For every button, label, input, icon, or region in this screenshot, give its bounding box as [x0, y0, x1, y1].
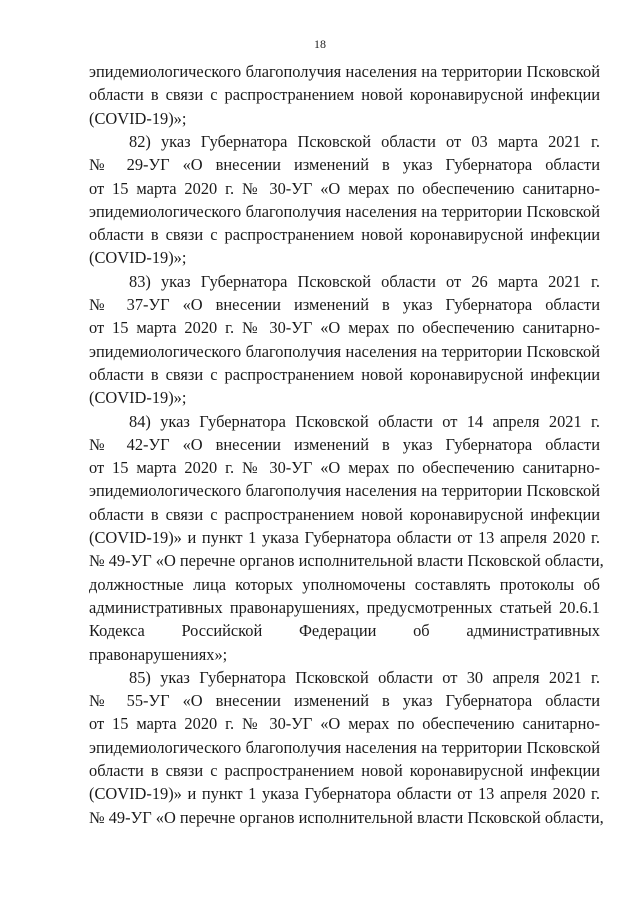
- text-line: административных правонарушениях, предусмотренных статьей 20.6.1: [89, 597, 600, 617]
- list-item-start-line: 84) указ Губернатора Псковской области от 14 апреля 2021 г.: [129, 411, 600, 431]
- text-line: эпидемиологического благополучия населения на территории Псковской: [89, 481, 600, 501]
- list-item-start-line: 85) указ Губернатора Псковской области от 30 апреля 2021 г.: [129, 667, 600, 687]
- text-line: эпидемиологического благополучия населения на территории Псковской: [89, 341, 600, 361]
- text-line: (COVID-19)»;: [89, 248, 187, 268]
- text-line: области в связи с распространением новой коронавирусной инфекции: [89, 504, 600, 524]
- text-line: № 37-УГ «О внесении изменений в указ Губернатора области: [89, 295, 600, 314]
- text-line: должностные лица которых уполномочены составлять протоколы об: [89, 574, 600, 594]
- text-line: (COVID-19)»;: [89, 108, 187, 128]
- text-line: № 42-УГ «О внесении изменений в указ Губернатора области: [89, 434, 600, 454]
- text-line: области в связи с распространением новой коронавирусной инфекции: [89, 761, 600, 780]
- text-line: № 29-УГ «О внесении изменений в указ Губернатора области: [89, 155, 600, 175]
- text-line: № 49-УГ «О перечне органов исполнительной власти Псковской области,: [89, 551, 604, 571]
- text-line: от 15 марта 2020 г. № 30-УГ «О мерах по обеспечению санитарно-: [89, 318, 600, 338]
- text-line: № 55-УГ «О внесении изменений в указ Губернатора области: [89, 691, 600, 711]
- list-item-start-line: 82) указ Губернатора Псковской области от 03 марта 2021 г.: [129, 131, 600, 151]
- page-number: 18: [314, 37, 326, 51]
- text-line: эпидемиологического благополучия населения на территории Псковской: [89, 201, 600, 221]
- text-line: (COVID-19)»;: [89, 388, 187, 408]
- list-item-start-line: 83) указ Губернатора Псковской области от 26 марта 2021 г.: [129, 271, 600, 291]
- text-line: эпидемиологического благополучия населения на территории Псковской: [89, 737, 600, 757]
- text-line: правонарушениях»;: [89, 644, 228, 664]
- text-line: от 15 марта 2020 г. № 30-УГ «О мерах по обеспечению санитарно-: [89, 458, 600, 478]
- text-line: области в связи с распространением новой коронавирусной инфекции: [89, 364, 600, 384]
- text-line: эпидемиологического благополучия населения на территории Псковской: [89, 62, 600, 81]
- text-line: области в связи с распространением новой коронавирусной инфекции: [89, 225, 600, 245]
- text-line: области в связи с распространением новой коронавирусной инфекции: [89, 85, 600, 105]
- text-line: № 49-УГ «О перечне органов исполнительной власти Псковской области,: [89, 807, 604, 827]
- text-line: от 15 марта 2020 г. № 30-УГ «О мерах по обеспечению санитарно-: [89, 714, 600, 734]
- text-line: (COVID-19)» и пункт 1 указа Губернатора области от 13 апреля 2020 г.: [89, 528, 600, 547]
- text-line: от 15 марта 2020 г. № 30-УГ «О мерах по обеспечению санитарно-: [89, 178, 600, 198]
- text-line: Кодекса Российской Федерации об административных: [89, 621, 600, 641]
- text-line: (COVID-19)» и пункт 1 указа Губернатора области от 13 апреля 2020 г.: [89, 784, 600, 804]
